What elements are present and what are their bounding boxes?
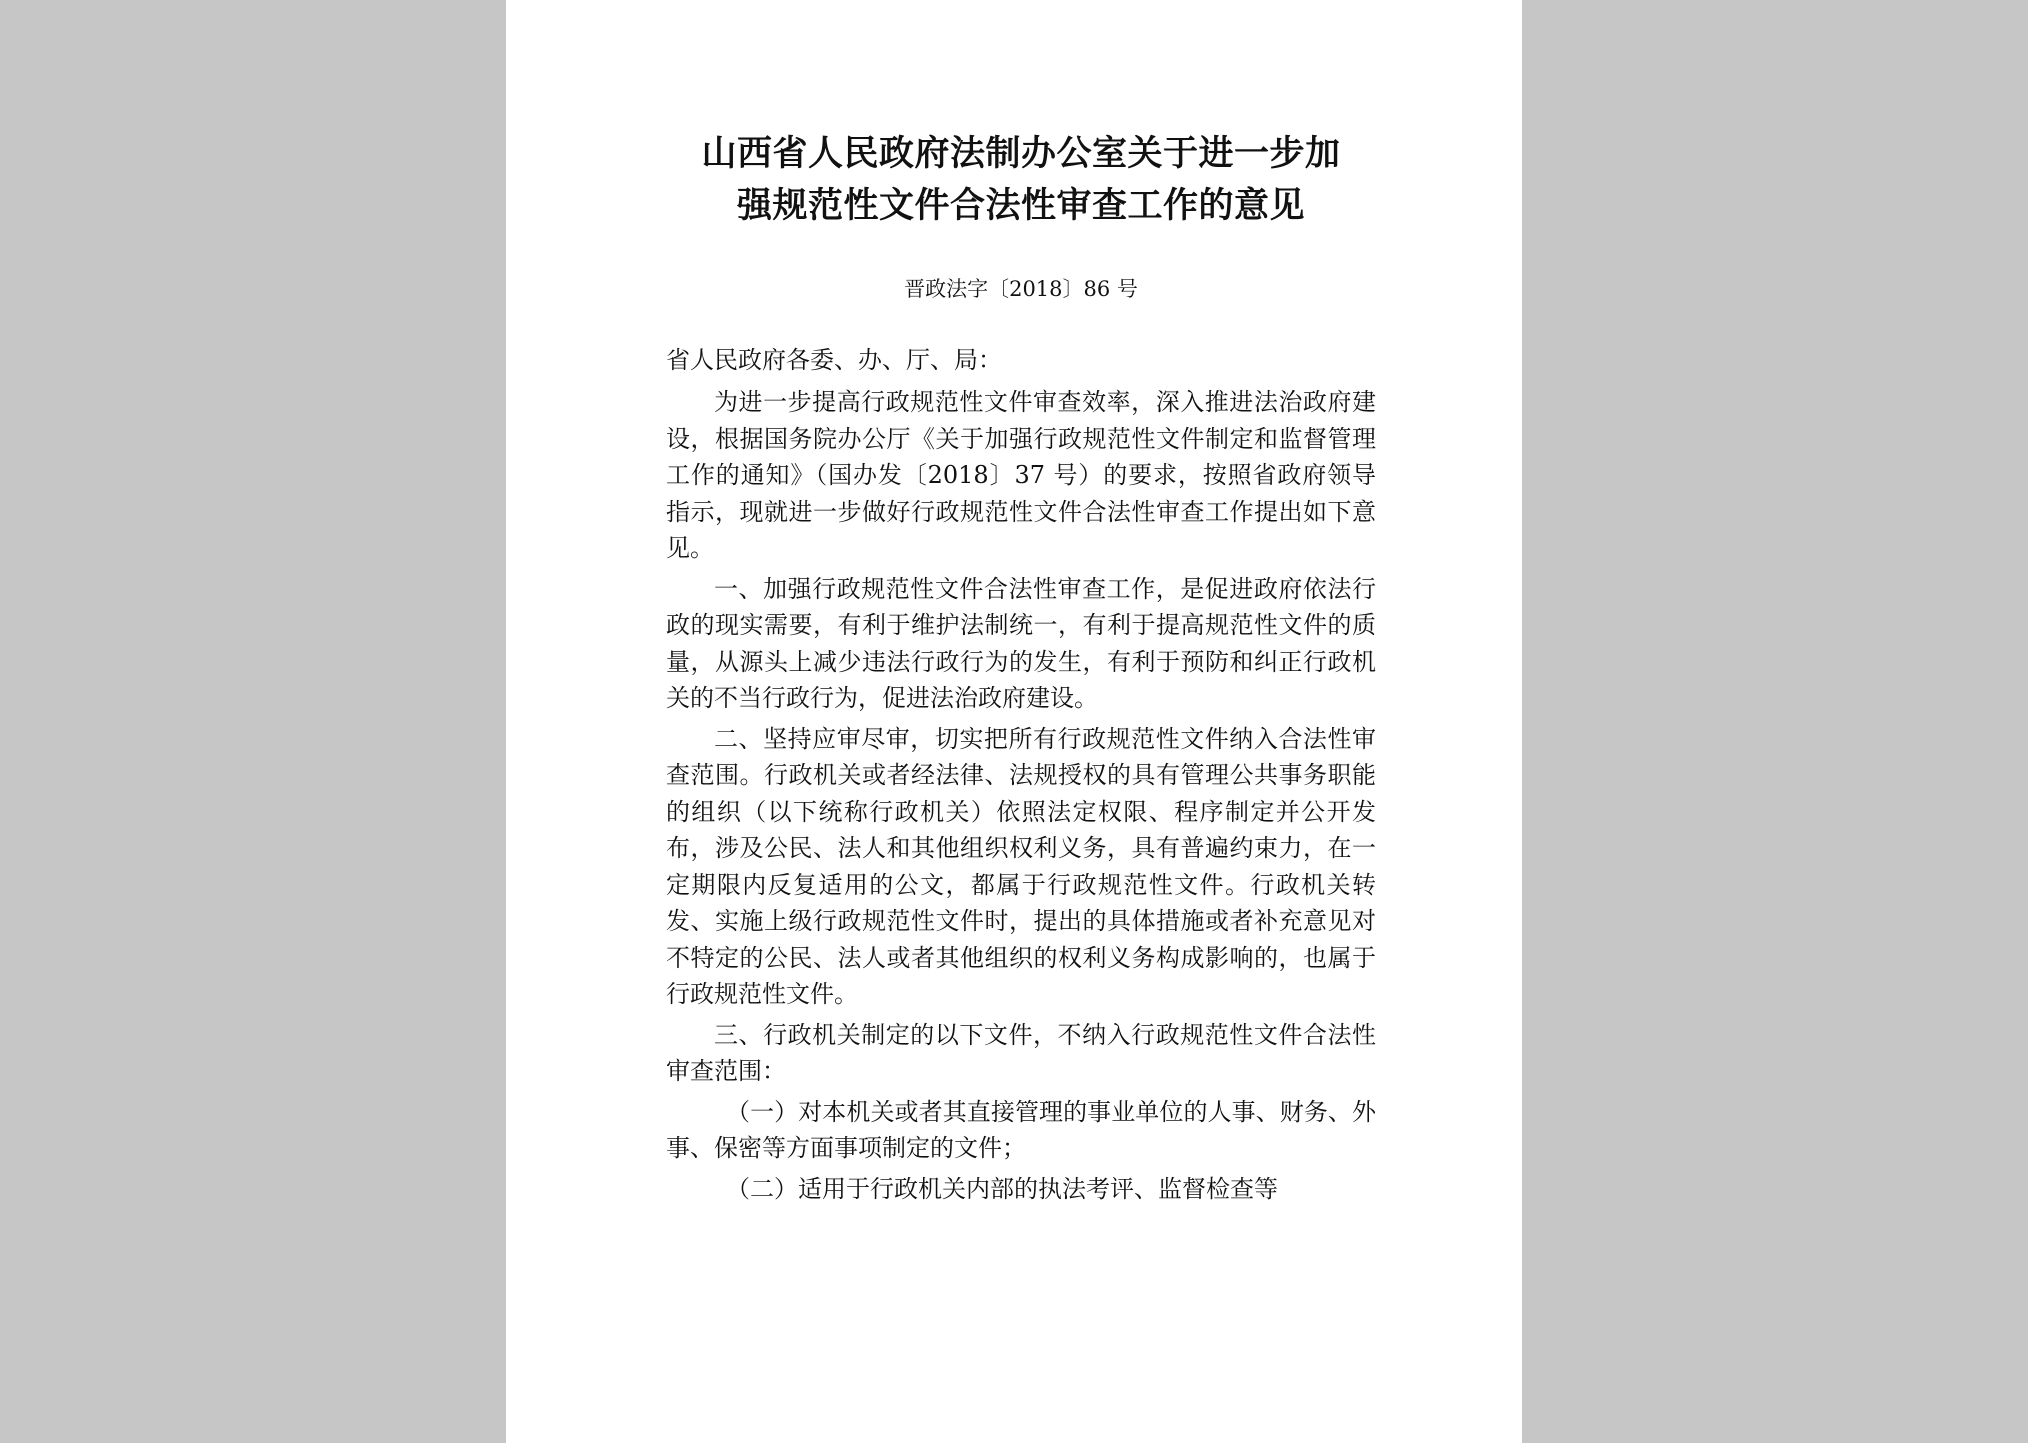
- paragraph-item-1: （一）对本机关或者其直接管理的事业单位的人事、财务、外事、保密等方面事项制定的文件；: [666, 1097, 1376, 1162]
- title-line-2: 强规范性文件合法性审查工作的意见: [736, 186, 1305, 226]
- paragraph-section-3: 三、行政机关制定的以下文件，不纳入行政规范性文件合法性审查范围：: [666, 1020, 1376, 1085]
- paragraph-section-2: 二、坚持应审尽审，切实把所有行政规范性文件纳入合法性审查范围。行政机关或者经法律、法规授权的具有管理公共事务职能的组织（以下统称行政机关）依照法定权限、程序制定并公开发布，涉及公民、法人和其他组织权利义务，具有普遍约束力，在一定期限内反复适用的公文，都属于行政规范性文件。行政机关转发、实施上级行政规范性文件时，提出的具体措施或者补充意见对不特定的公民、法人或者其他组织的权利义务构成影响的，也属于行政规范性文件。: [666, 724, 1376, 1008]
- document-content: [666, 128, 1376, 1211]
- document-title: [666, 128, 1376, 232]
- document-number: 晋政法字〔2018〕86 号: [904, 277, 1138, 301]
- document-page: [506, 0, 1522, 1443]
- paragraph-section-1: 一、加强行政规范性文件合法性审查工作，是促进政府依法行政的现实需要，有利于维护法制统一，有利于提高规范性文件的质量，从源头上减少违法行政行为的发生，有利于预防和纠正行政机关的不当行政行为，促进法治政府建设。: [666, 574, 1376, 712]
- paragraph-item-2: （二）适用于行政机关内部的执法考评、监督检查等: [726, 1174, 1278, 1203]
- paragraph-intro: 为进一步提高行政规范性文件审查效率，深入推进法治政府建设，根据国务院办公厅《关于加强行政规范性文件制定和监督管理工作的通知》（国办发〔2018〕37 号）的要求，按照省政府领导指示，现就进一步做好行政规范性文件合法性审查工作提出如下意见。: [666, 388, 1376, 562]
- salutation: 省人民政府各委、办、厅、局：: [666, 346, 1002, 374]
- title-line-1: 山西省人民政府法制办公室关于进一步加: [701, 134, 1341, 174]
